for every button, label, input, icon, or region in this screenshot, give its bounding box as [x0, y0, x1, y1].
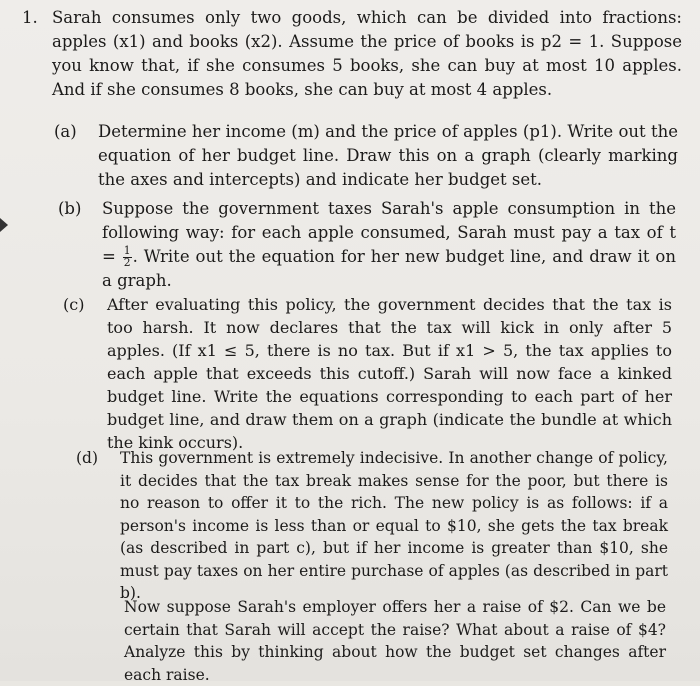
problem-intro: Sarah consumes only two goods, which can be divided into fractions: apples (x1) and books (x2). Assume the price of books is p2 = 1. Suppose you know that, if she consumes 5 books, she can buy at most 10 apples. And if she consumes 8 books, she can buy at most 4 apples.	[52, 8, 682, 99]
margin-arrow-icon	[0, 218, 8, 232]
part-a-label: (a)	[54, 122, 77, 141]
problem-statement	[22, 6, 682, 102]
problem-number: 1.	[22, 8, 38, 27]
part-b-text-before: Suppose the government taxes Sarah's apple consumption in the following way: for each apple consumed, Sarah must pay a tax of t =	[102, 199, 676, 266]
tax-fraction-numerator: 1	[123, 244, 131, 258]
part-c-label: (c)	[63, 295, 85, 314]
tax-fraction-denominator: 2	[123, 256, 131, 269]
part-b	[58, 197, 676, 293]
part-d-text: This government is extremely indecisive. In another change of policy, it decides that the tax break makes sense for the poor, but there is no reason to offer it to the rich. The new policy is as follows: if a person's income is less than or equal to $10, she gets the tax break (as described in part c), but if her income is greater than $10, she must pay taxes on her entire purchase of apples (as described in part b).	[120, 449, 668, 602]
part-a	[54, 120, 678, 192]
part-c	[63, 293, 672, 454]
part-d-followup	[124, 596, 666, 686]
part-d-label: (d)	[76, 449, 99, 467]
part-a-text: Determine her income (m) and the price of apples (p1). Write out the equation of her budget line. Draw this on a graph (clearly marking the axes and intercepts) and indicate her budget set.	[98, 122, 678, 189]
part-d-followup-text: Now suppose Sarah's employer offers her a raise of $2. Can we be certain that Sarah will accept the raise? What about a raise of $4? Analyze this by thinking about how the budget set changes after each raise.	[124, 598, 666, 684]
part-b-label: (b)	[58, 199, 82, 218]
part-d	[76, 447, 668, 605]
part-c-text: After evaluating this policy, the government decides that the tax is too harsh. It now declares that the tax will kick in only after 5 apples. (If x1 ≤ 5, there is no tax. But if x1 > 5, the tax applies to each apple that exceeds this cutoff.) Sarah will now face a kinked budget line. Write the equations corresponding to each part of her budget line, and draw them on a graph (indicate the bundle at which the kink occurs).	[107, 295, 672, 452]
part-b-text-after: . Write out the equation for her new budget line, and draw it on a graph.	[102, 247, 676, 290]
tax-fraction	[123, 246, 132, 268]
